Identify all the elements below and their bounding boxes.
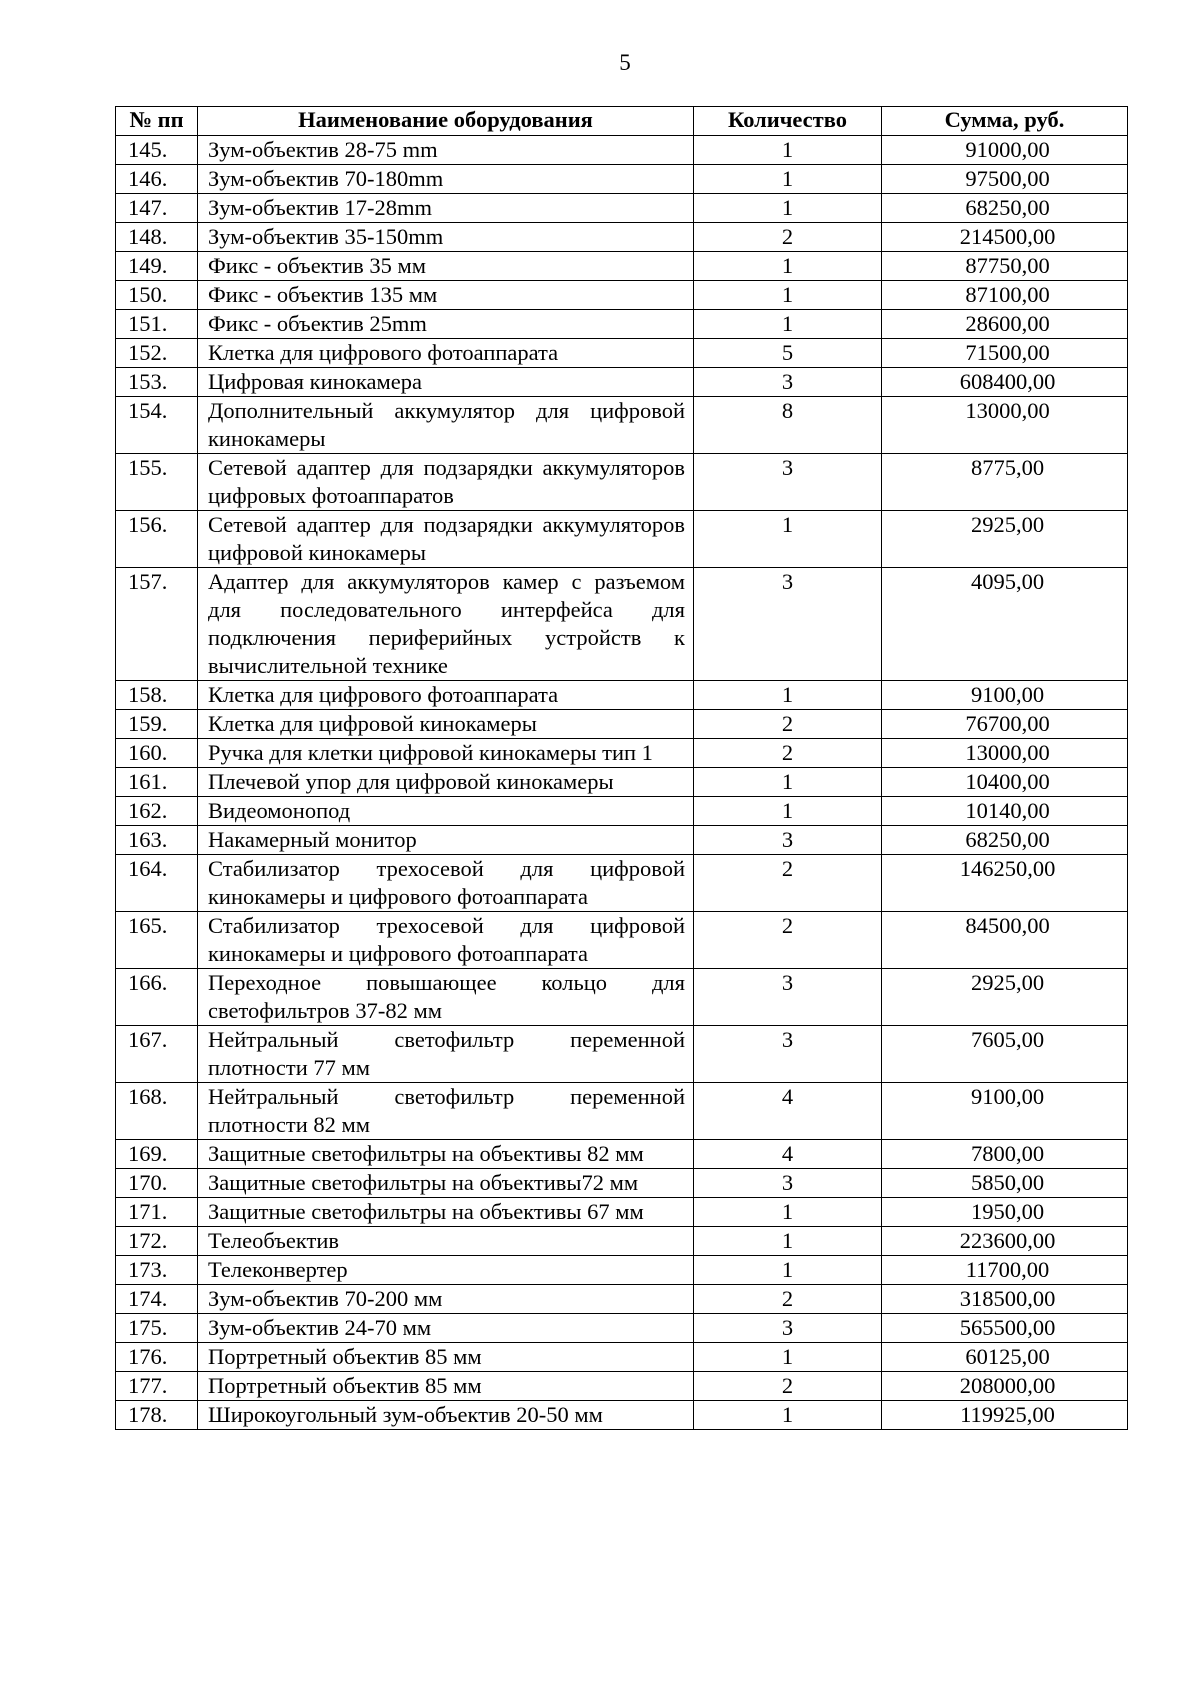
equipment-name-cell: Защитные светофильтры на объективы 67 мм	[198, 1198, 694, 1227]
table-row	[116, 165, 1128, 194]
row-number-cell: 165.	[116, 912, 198, 969]
equipment-name-cell: Накамерный монитор	[198, 826, 694, 855]
equipment-name-cell: Зум-объектив 70-180mm	[198, 165, 694, 194]
row-number-cell: 173.	[116, 1256, 198, 1285]
equipment-name-cell: Защитные светофильтры на объективы72 мм	[198, 1169, 694, 1198]
table-row	[116, 1256, 1128, 1285]
sum-cell: 7800,00	[882, 1140, 1128, 1169]
quantity-cell: 1	[694, 1227, 882, 1256]
sum-cell: 11700,00	[882, 1256, 1128, 1285]
table-row	[116, 368, 1128, 397]
row-number-cell: 175.	[116, 1314, 198, 1343]
table-row	[116, 826, 1128, 855]
quantity-cell: 1	[694, 281, 882, 310]
quantity-cell: 3	[694, 1314, 882, 1343]
table-body	[116, 136, 1128, 1430]
equipment-name-cell: Нейтральный светофильтр переменной плотности 77 мм	[198, 1026, 694, 1083]
table-row	[116, 194, 1128, 223]
quantity-cell: 5	[694, 339, 882, 368]
sum-cell: 214500,00	[882, 223, 1128, 252]
quantity-cell: 1	[694, 768, 882, 797]
table-row	[116, 454, 1128, 511]
equipment-name-cell: Широкоугольный зум-объектив 20-50 мм	[198, 1401, 694, 1430]
quantity-cell: 2	[694, 223, 882, 252]
table-row	[116, 1026, 1128, 1083]
quantity-cell: 3	[694, 969, 882, 1026]
sum-cell: 223600,00	[882, 1227, 1128, 1256]
row-number-cell: 172.	[116, 1227, 198, 1256]
row-number-cell: 169.	[116, 1140, 198, 1169]
quantity-cell: 3	[694, 826, 882, 855]
quantity-cell: 3	[694, 454, 882, 511]
quantity-cell: 1	[694, 1256, 882, 1285]
row-number-cell: 174.	[116, 1285, 198, 1314]
equipment-name-cell: Стабилизатор трехосевой для цифровой кинокамеры и цифрового фотоаппарата	[198, 912, 694, 969]
sum-cell: 4095,00	[882, 568, 1128, 681]
quantity-cell: 1	[694, 310, 882, 339]
equipment-name-cell: Ручка для клетки цифровой кинокамеры тип 1	[198, 739, 694, 768]
equipment-name-cell: Зум-объектив 35-150mm	[198, 223, 694, 252]
equipment-name-cell: Защитные светофильтры на объективы 82 мм	[198, 1140, 694, 1169]
equipment-name-cell: Зум-объектив 70-200 мм	[198, 1285, 694, 1314]
equipment-name-cell: Портретный объектив 85 мм	[198, 1343, 694, 1372]
sum-cell: 13000,00	[882, 739, 1128, 768]
quantity-cell: 1	[694, 1198, 882, 1227]
row-number-cell: 159.	[116, 710, 198, 739]
equipment-name-cell: Клетка для цифрового фотоаппарата	[198, 681, 694, 710]
table-row	[116, 1227, 1128, 1256]
sum-cell: 87100,00	[882, 281, 1128, 310]
row-number-cell: 160.	[116, 739, 198, 768]
row-number-cell: 161.	[116, 768, 198, 797]
sum-cell: 7605,00	[882, 1026, 1128, 1083]
sum-cell: 1950,00	[882, 1198, 1128, 1227]
table-header	[116, 107, 1128, 136]
table-row	[116, 1314, 1128, 1343]
sum-cell: 5850,00	[882, 1169, 1128, 1198]
sum-cell: 2925,00	[882, 969, 1128, 1026]
row-number-cell: 146.	[116, 165, 198, 194]
row-number-cell: 156.	[116, 511, 198, 568]
sum-cell: 91000,00	[882, 136, 1128, 165]
table-row	[116, 739, 1128, 768]
header-row	[116, 107, 1128, 136]
table-row	[116, 1140, 1128, 1169]
sum-cell: 76700,00	[882, 710, 1128, 739]
equipment-name-cell: Фикс - объектив 135 мм	[198, 281, 694, 310]
row-number-cell: 152.	[116, 339, 198, 368]
equipment-name-cell: Фикс - объектив 25mm	[198, 310, 694, 339]
sum-cell: 9100,00	[882, 681, 1128, 710]
table-row	[116, 1169, 1128, 1198]
sum-cell: 8775,00	[882, 454, 1128, 511]
equipment-name-cell: Телеконвертер	[198, 1256, 694, 1285]
quantity-cell: 8	[694, 397, 882, 454]
row-number-cell: 155.	[116, 454, 198, 511]
equipment-name-cell: Дополнительный аккумулятор для цифровой кинокамеры	[198, 397, 694, 454]
sum-cell: 84500,00	[882, 912, 1128, 969]
quantity-cell: 1	[694, 511, 882, 568]
equipment-name-cell: Цифровая кинокамера	[198, 368, 694, 397]
quantity-cell: 3	[694, 568, 882, 681]
header-quantity: Количество	[694, 107, 882, 136]
header-number: № пп	[116, 107, 198, 136]
table-row	[116, 855, 1128, 912]
row-number-cell: 168.	[116, 1083, 198, 1140]
row-number-cell: 176.	[116, 1343, 198, 1372]
equipment-name-cell: Телеобъектив	[198, 1227, 694, 1256]
table-row	[116, 1285, 1128, 1314]
row-number-cell: 151.	[116, 310, 198, 339]
equipment-name-cell: Переходное повышающее кольцо для светофильтров 37-82 мм	[198, 969, 694, 1026]
row-number-cell: 167.	[116, 1026, 198, 1083]
table-row	[116, 969, 1128, 1026]
row-number-cell: 163.	[116, 826, 198, 855]
row-number-cell: 148.	[116, 223, 198, 252]
row-number-cell: 177.	[116, 1372, 198, 1401]
quantity-cell: 1	[694, 797, 882, 826]
sum-cell: 28600,00	[882, 310, 1128, 339]
equipment-name-cell: Зум-объектив 28-75 mm	[198, 136, 694, 165]
equipment-name-cell: Клетка для цифрового фотоаппарата	[198, 339, 694, 368]
row-number-cell: 153.	[116, 368, 198, 397]
row-number-cell: 150.	[116, 281, 198, 310]
quantity-cell: 3	[694, 368, 882, 397]
equipment-name-cell: Плечевой упор для цифровой кинокамеры	[198, 768, 694, 797]
table-row	[116, 511, 1128, 568]
row-number-cell: 147.	[116, 194, 198, 223]
table-row	[116, 1372, 1128, 1401]
page-number: 5	[619, 50, 631, 75]
equipment-name-cell: Фикс - объектив 35 мм	[198, 252, 694, 281]
quantity-cell: 4	[694, 1140, 882, 1169]
row-number-cell: 162.	[116, 797, 198, 826]
row-number-cell: 154.	[116, 397, 198, 454]
row-number-cell: 166.	[116, 969, 198, 1026]
sum-cell: 565500,00	[882, 1314, 1128, 1343]
row-number-cell: 178.	[116, 1401, 198, 1430]
table-row	[116, 397, 1128, 454]
sum-cell: 608400,00	[882, 368, 1128, 397]
row-number-cell: 157.	[116, 568, 198, 681]
quantity-cell: 2	[694, 1285, 882, 1314]
quantity-cell: 1	[694, 194, 882, 223]
equipment-name-cell: Сетевой адаптер для подзарядки аккумуляторов цифровой кинокамеры	[198, 511, 694, 568]
row-number-cell: 170.	[116, 1169, 198, 1198]
sum-cell: 208000,00	[882, 1372, 1128, 1401]
sum-cell: 71500,00	[882, 339, 1128, 368]
table-row	[116, 339, 1128, 368]
sum-cell: 13000,00	[882, 397, 1128, 454]
quantity-cell: 2	[694, 912, 882, 969]
header-equipment-name: Наименование оборудования	[198, 107, 694, 136]
sum-cell: 68250,00	[882, 194, 1128, 223]
table-row	[116, 223, 1128, 252]
quantity-cell: 1	[694, 165, 882, 194]
sum-cell: 10400,00	[882, 768, 1128, 797]
sum-cell: 9100,00	[882, 1083, 1128, 1140]
sum-cell: 119925,00	[882, 1401, 1128, 1430]
table-row	[116, 1198, 1128, 1227]
equipment-name-cell: Видеомонопод	[198, 797, 694, 826]
table-row	[116, 1343, 1128, 1372]
row-number-cell: 164.	[116, 855, 198, 912]
quantity-cell: 4	[694, 1083, 882, 1140]
equipment-name-cell: Нейтральный светофильтр переменной плотности 82 мм	[198, 1083, 694, 1140]
equipment-name-cell: Портретный объектив 85 мм	[198, 1372, 694, 1401]
quantity-cell: 3	[694, 1026, 882, 1083]
table-row	[116, 797, 1128, 826]
equipment-name-cell: Сетевой адаптер для подзарядки аккумуляторов цифровых фотоаппаратов	[198, 454, 694, 511]
header-sum: Сумма, руб.	[882, 107, 1128, 136]
quantity-cell: 1	[694, 252, 882, 281]
sum-cell: 2925,00	[882, 511, 1128, 568]
table-row	[116, 568, 1128, 681]
table-row	[116, 681, 1128, 710]
table-row	[116, 768, 1128, 797]
row-number-cell: 158.	[116, 681, 198, 710]
sum-cell: 10140,00	[882, 797, 1128, 826]
table-row	[116, 310, 1128, 339]
sum-cell: 146250,00	[882, 855, 1128, 912]
equipment-name-cell: Адаптер для аккумуляторов камер с разъемом для последовательного интерфейса для подключения периферийных устройств к вычислительной технике	[198, 568, 694, 681]
sum-cell: 87750,00	[882, 252, 1128, 281]
table-row	[116, 912, 1128, 969]
quantity-cell: 2	[694, 1372, 882, 1401]
table-row	[116, 252, 1128, 281]
table-row	[116, 710, 1128, 739]
quantity-cell: 2	[694, 855, 882, 912]
quantity-cell: 2	[694, 710, 882, 739]
table-row	[116, 136, 1128, 165]
equipment-name-cell: Зум-объектив 24-70 мм	[198, 1314, 694, 1343]
table-row	[116, 1401, 1128, 1430]
equipment-name-cell: Зум-объектив 17-28mm	[198, 194, 694, 223]
sum-cell: 68250,00	[882, 826, 1128, 855]
equipment-name-cell: Клетка для цифровой кинокамеры	[198, 710, 694, 739]
quantity-cell: 1	[694, 136, 882, 165]
equipment-table	[115, 106, 1128, 1430]
table-row	[116, 1083, 1128, 1140]
sum-cell: 97500,00	[882, 165, 1128, 194]
row-number-cell: 145.	[116, 136, 198, 165]
sum-cell: 318500,00	[882, 1285, 1128, 1314]
quantity-cell: 2	[694, 739, 882, 768]
quantity-cell: 1	[694, 1343, 882, 1372]
table-row	[116, 281, 1128, 310]
equipment-name-cell: Стабилизатор трехосевой для цифровой кинокамеры и цифрового фотоаппарата	[198, 855, 694, 912]
row-number-cell: 149.	[116, 252, 198, 281]
row-number-cell: 171.	[116, 1198, 198, 1227]
quantity-cell: 1	[694, 1401, 882, 1430]
quantity-cell: 1	[694, 681, 882, 710]
quantity-cell: 3	[694, 1169, 882, 1198]
sum-cell: 60125,00	[882, 1343, 1128, 1372]
